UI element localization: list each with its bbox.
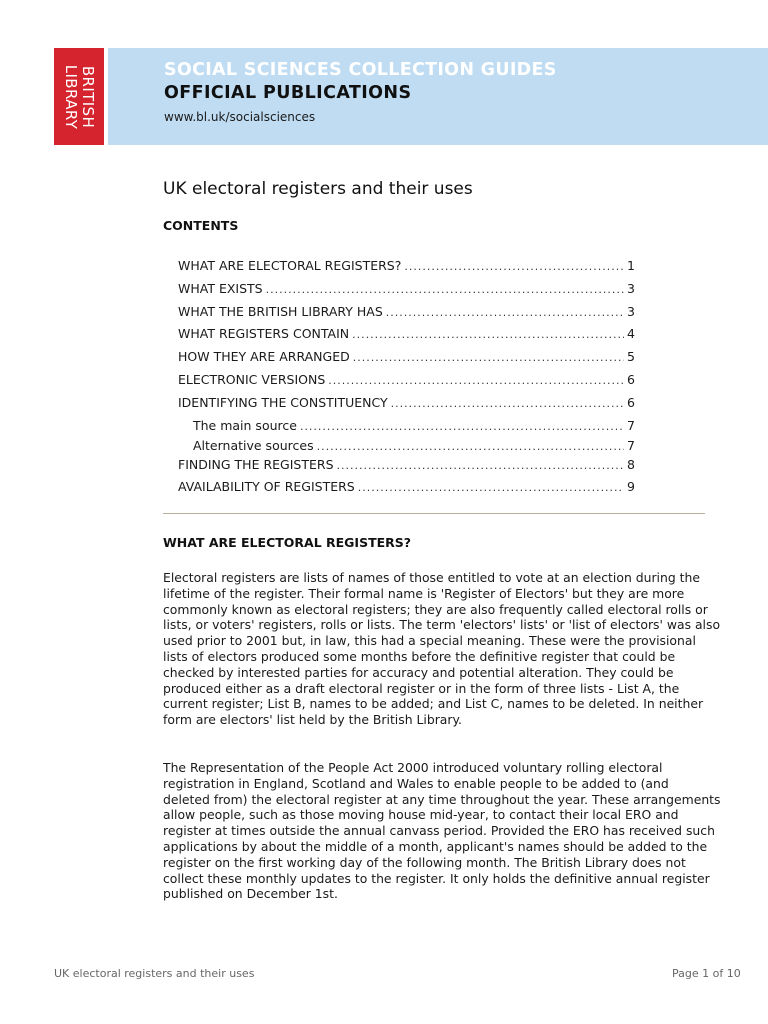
paragraph-line: allow people, such as those moving house mid-year, to contact their local ERO and <box>163 807 679 823</box>
toc-leader-dots <box>358 481 624 494</box>
paragraph-line: collect these monthly updates to the register. It only holds the definitive annual register <box>163 870 710 886</box>
footer-page-number: Page 1 of 10 <box>672 967 741 980</box>
toc-leader-dots <box>317 440 624 453</box>
toc-item-page: 9 <box>627 479 635 495</box>
toc-item[interactable] <box>178 349 635 372</box>
paragraph-line: checked by interested parties for accuracy and potential alteration. They could be <box>163 664 674 680</box>
body-paragraph <box>163 760 721 902</box>
section-heading: WHAT ARE ELECTORAL REGISTERS? <box>163 535 412 550</box>
toc-item-label: HOW THEY ARE ARRANGED <box>178 349 350 365</box>
banner-title: OFFICIAL PUBLICATIONS <box>164 83 412 103</box>
footer-document-title: UK electoral registers and their uses <box>54 967 255 980</box>
paragraph-line: lists, or voters' registers, rolls or lists. The term 'electors' lists' or 'list of electors' was also <box>163 617 721 633</box>
toc-item-page: 6 <box>627 394 635 410</box>
toc-leader-dots <box>337 459 625 472</box>
toc-item-label: AVAILABILITY OF REGISTERS <box>178 479 355 495</box>
paragraph-line: The Representation of the People Act 2000 introduced voluntary rolling electoral <box>163 760 663 775</box>
toc-subitem[interactable] <box>178 438 635 457</box>
toc-subitem[interactable] <box>178 418 635 438</box>
logo-line-british: BRITISH <box>79 65 97 128</box>
toc-item-label: ELECTRONIC VERSIONS <box>178 371 326 387</box>
body-paragraph <box>163 570 721 728</box>
toc-item-label: IDENTIFYING THE CONSTITUENCY <box>178 394 388 410</box>
paragraph-line: published on December 1st. <box>163 886 338 902</box>
toc-item-page: 1 <box>627 258 635 273</box>
paragraph-line: applications by about the middle of a month, applicant's names should be added to the <box>163 838 708 854</box>
toc-item[interactable] <box>178 457 635 480</box>
contents-heading: CONTENTS <box>163 218 239 233</box>
paragraph-line: lifetime of the register. Their formal name is 'Register of Electors' but they are more <box>163 585 685 601</box>
toc-item-page: 5 <box>627 349 635 365</box>
paragraph-line: commonly known as electoral registers; they are also frequently called electoral rolls or <box>163 601 708 617</box>
paragraph-line: registration in England, Scotland and Wales to enable people to be added to (and <box>163 775 669 791</box>
document-title: UK electoral registers and their uses <box>163 179 473 199</box>
toc-leader-dots <box>328 374 624 387</box>
toc-item-label: WHAT EXISTS <box>178 280 263 296</box>
toc-item[interactable] <box>178 395 635 418</box>
paragraph-line: register on the first working day of the following month. The British Library does not <box>163 854 686 870</box>
paragraph-line: used prior to 2001 but, in law, this had a special meaning. These were the provisional <box>163 633 696 649</box>
toc-item[interactable] <box>178 304 635 327</box>
banner-supertitle: SOCIAL SCIENCES COLLECTION GUIDES <box>164 60 557 80</box>
paragraph-line: produced either as a draft electoral register or in the form of three lists - List A, the <box>163 680 680 696</box>
toc-item-page: 3 <box>627 303 635 319</box>
paragraph-line: form are electors' list held by the British Library. <box>163 712 462 728</box>
toc-item-label: WHAT ARE ELECTORAL REGISTERS? <box>178 258 402 273</box>
paragraph-line: register at times outside the annual canvass period. Provided the ERO has received such <box>163 823 715 839</box>
toc-item-page: 3 <box>627 280 635 296</box>
paragraph-line: Electoral registers are lists of names of those entitled to vote at an election during the <box>163 570 700 585</box>
paragraph-line: current register; List B, names to be added; and List C, names to be deleted. In neither <box>163 696 704 712</box>
toc-leader-dots <box>386 306 624 319</box>
toc-item[interactable] <box>178 479 635 502</box>
section-divider <box>163 513 705 514</box>
toc-leader-dots <box>391 397 624 410</box>
toc-leader-dots <box>404 260 624 273</box>
toc-item[interactable] <box>178 258 635 281</box>
toc-item-label: The main source <box>193 417 297 433</box>
paragraph-line: lists of electors produced some months before the definitive register that could be <box>163 648 676 664</box>
toc-item-label: WHAT THE BRITISH LIBRARY HAS <box>178 303 383 319</box>
toc-item-label: FINDING THE REGISTERS <box>178 456 334 472</box>
toc-item-page: 8 <box>627 456 635 472</box>
toc-item-page: 7 <box>627 437 635 453</box>
toc-leader-dots <box>352 328 624 341</box>
toc-item[interactable] <box>178 372 635 395</box>
toc-leader-dots <box>266 283 624 296</box>
toc-item-label: WHAT REGISTERS CONTAIN <box>178 326 350 342</box>
logo-line-library: LIBRARY <box>62 64 80 129</box>
toc-item[interactable] <box>178 281 635 304</box>
toc-leader-dots <box>353 351 624 364</box>
toc-leader-dots <box>300 420 624 433</box>
toc-item-label: Alternative sources <box>193 437 314 453</box>
header-banner <box>108 48 768 145</box>
paragraph-line: deleted from) the electoral register at any time throughout the year. These arrangements <box>163 791 721 807</box>
toc-item-page: 4 <box>627 326 635 342</box>
banner-url-link[interactable]: www.bl.uk/socialsciences <box>164 110 316 124</box>
british-library-logo <box>54 48 104 145</box>
table-of-contents <box>178 258 635 502</box>
toc-item-page: 7 <box>627 417 635 433</box>
toc-item[interactable] <box>178 326 635 349</box>
toc-item-page: 6 <box>627 371 635 387</box>
